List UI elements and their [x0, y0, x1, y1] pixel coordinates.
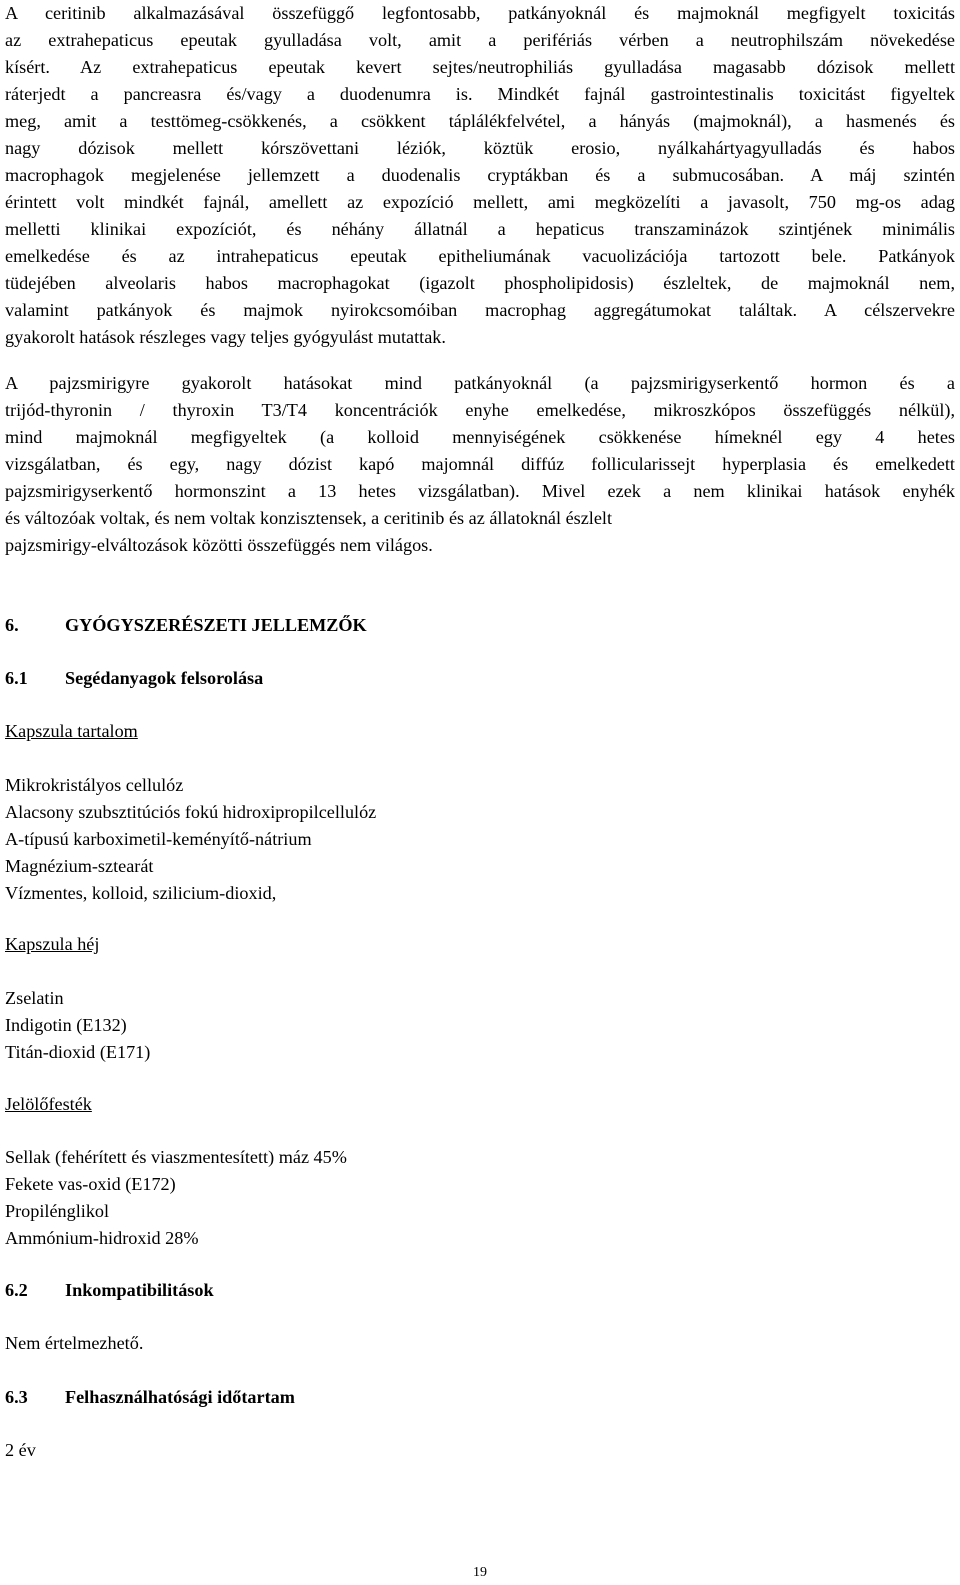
paragraph-line: macrophagok megjelenése jellemzett a duodenalis cryptákban és a submucosában. A máj szintén [5, 165, 955, 185]
incompatibilities-text: Nem értelmezhető. [5, 1333, 144, 1353]
paragraph-line: mind majmoknál megfigyeltek (a kolloid mennyiségének csökkenése hímeknél egy 4 hetes [5, 427, 955, 447]
marking-ink-list [5, 1144, 347, 1252]
section-number: 6.2 [5, 1280, 28, 1300]
paragraph-line: pajzsmirigy-elváltozások közötti összefüggés nem világos. [5, 535, 433, 555]
section-heading-6-2 [5, 1277, 214, 1304]
paragraph-line: gyakorolt hatások részleges vagy teljes gyógyulást mutattak. [5, 327, 446, 347]
paragraph-line: vizsgálatban, és egy, nagy dózist kapó majomnál diffúz follicularissejt hyperplasia és emelkedett [5, 454, 955, 474]
section-number: 6.3 [5, 1387, 28, 1407]
paragraph-line: kísért. Az extrahepaticus epeutak kevert sejtes/neutrophiliás gyulladása magasabb dózisok mellett [5, 57, 955, 77]
list-item: A-típusú karboximetil-keményítő-nátrium [5, 829, 312, 849]
list-item: Ammónium-hidroxid 28% [5, 1228, 199, 1248]
paragraph-line: A pajzsmirigyre gyakorolt hatásokat mind patkányoknál (a pajzsmirigyserkentő hormon és a [5, 373, 955, 393]
paragraph-line: tüdejében alveolaris habos macrophagokat (igazolt phospholipidosis) észleltek, de majmoknál nem, [5, 273, 955, 293]
section-number: 6. [5, 615, 19, 635]
section-number: 6.1 [5, 668, 28, 688]
list-item: Zselatin [5, 988, 64, 1008]
thyroid-paragraph [5, 370, 955, 559]
list-item: Sellak (fehérített és viaszmentesített) máz 45% [5, 1147, 347, 1167]
section-heading-6-3 [5, 1384, 295, 1411]
page-number: 19 [473, 1565, 487, 1580]
paragraph-line: meg, amit a testtömeg-csökkenés, a csökkent táplálékfelvétel, a hányás (majmoknál), a hasmenés és [5, 111, 955, 131]
paragraph-line: érintett volt mindkét fajnál, amellett az expozíció mellett, ami megközelíti a javasolt, 750 mg-os adag [5, 192, 955, 212]
list-item: Vízmentes, kolloid, szilicium-dioxid, [5, 883, 277, 903]
capsule-shell-heading: Kapszula héj [5, 934, 100, 954]
section-heading-6 [5, 612, 367, 639]
paragraph-line: és változóak voltak, és nem voltak konzisztensek, a ceritinib és az állatoknál észlelt [5, 508, 613, 528]
paragraph-line: A ceritinib alkalmazásával összefüggő legfontosabb, patkányoknál és majmoknál megfigyelt toxicitás [5, 3, 955, 23]
list-item: Indigotin (E132) [5, 1015, 127, 1035]
paragraph-line: ráterjedt a pancreasra és/vagy a duodenumra is. Mindkét fajnál gastrointestinalis toxicitást figyeltek [5, 84, 955, 104]
shelf-life-text: 2 év [5, 1440, 36, 1460]
paragraph-line: emelkedése és az intrahepaticus epeutak epitheliumának vacuolizációja tartozott bele. Patkányok [5, 246, 955, 266]
paragraph-line: az extrahepaticus epeutak gyulladása volt, amit a perifériás vérben a neutrophilszám növekedése [5, 30, 955, 50]
capsule-content-heading: Kapszula tartalom [5, 721, 138, 741]
list-item: Alacsony szubsztitúciós fokú hidroxipropilcellulóz [5, 802, 377, 822]
paragraph-line: pajzsmirigyserkentő hormonszint a 13 hetes vizsgálatban). Mivel ezek a nem klinikai hatások enyhék [5, 481, 955, 501]
list-item: Fekete vas-oxid (E172) [5, 1174, 176, 1194]
capsule-shell-list [5, 985, 150, 1066]
section-title: GYÓGYSZERÉSZETI JELLEMZŐK [65, 615, 367, 635]
paragraph-line: trijód-thyronin / thyroxin T3/T4 koncentrációk enyhe emelkedése, mikroszkópos összefüggés nélkül), [5, 400, 955, 420]
section-heading-6-1 [5, 665, 263, 692]
list-item: Propilénglikol [5, 1201, 110, 1221]
paragraph-line: melletti klinikai expozíciót, és néhány állatnál a hepaticus transzaminázok szintjének minimális [5, 219, 955, 239]
capsule-content-list [5, 772, 376, 907]
paragraph-line: valamint patkányok és majmok nyirokcsomóiban macrophag aggregátumokat találtak. A célszervekre [5, 300, 955, 320]
list-item: Magnézium-sztearát [5, 856, 154, 876]
marking-ink-heading: Jelölőfesték [5, 1094, 92, 1114]
toxicity-paragraph [5, 0, 955, 351]
section-title: Inkompatibilitások [65, 1280, 214, 1300]
section-title: Felhasználhatósági időtartam [65, 1387, 295, 1407]
list-item: Titán-dioxid (E171) [5, 1042, 151, 1062]
list-item: Mikrokristályos cellulóz [5, 775, 184, 795]
section-title: Segédanyagok felsorolása [65, 668, 264, 688]
paragraph-line: nagy dózisok mellett kórszövettani léziók, köztük erosio, nyálkahártyagyulladás és habos [5, 138, 955, 158]
